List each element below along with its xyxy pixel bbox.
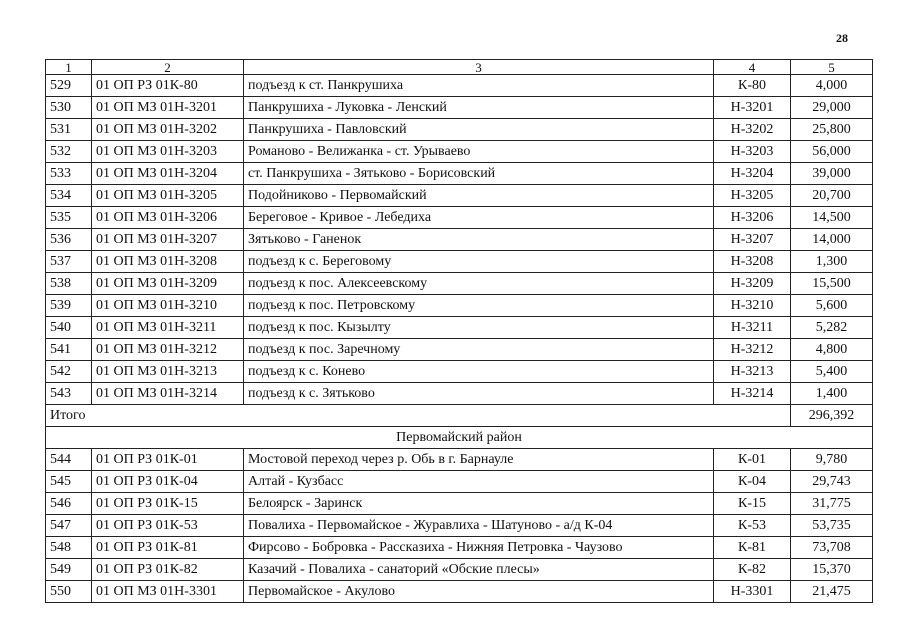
road-code: К-53 bbox=[714, 515, 791, 537]
road-name: Алтай - Кузбасс bbox=[244, 471, 714, 493]
column-header: 4 bbox=[714, 60, 791, 75]
registry-number: 01 ОП МЗ 01Н-3206 bbox=[92, 207, 244, 229]
road-name: ст. Панкрушиха - Зятьково - Борисовский bbox=[244, 163, 714, 185]
header-row bbox=[46, 60, 873, 75]
registry-number: 01 ОП МЗ 01Н-3301 bbox=[92, 581, 244, 603]
road-length: 73,708 bbox=[791, 537, 873, 559]
road-name: подъезд к ст. Панкрушиха bbox=[244, 75, 714, 97]
registry-number: 01 ОП МЗ 01Н-3208 bbox=[92, 251, 244, 273]
column-header: 2 bbox=[92, 60, 244, 75]
road-name: Первомайское - Акулово bbox=[244, 581, 714, 603]
road-name: Белоярск - Заринск bbox=[244, 493, 714, 515]
road-length: 15,500 bbox=[791, 273, 873, 295]
registry-number: 01 ОП МЗ 01Н-3209 bbox=[92, 273, 244, 295]
table-row bbox=[46, 295, 873, 317]
road-length: 14,000 bbox=[791, 229, 873, 251]
row-number: 541 bbox=[46, 339, 92, 361]
table-row bbox=[46, 537, 873, 559]
road-length: 39,000 bbox=[791, 163, 873, 185]
registry-number: 01 ОП МЗ 01Н-3210 bbox=[92, 295, 244, 317]
total-label: Итого bbox=[46, 405, 791, 427]
table-row bbox=[46, 141, 873, 163]
road-length: 1,400 bbox=[791, 383, 873, 405]
row-number: 539 bbox=[46, 295, 92, 317]
table-row bbox=[46, 471, 873, 493]
road-name: Фирсово - Бобровка - Рассказиха - Нижняя Петровка - Чаузово bbox=[244, 537, 714, 559]
road-code: Н-3206 bbox=[714, 207, 791, 229]
registry-number: 01 ОП МЗ 01Н-3207 bbox=[92, 229, 244, 251]
road-name: Береговое - Кривое - Лебедиха bbox=[244, 207, 714, 229]
registry-number: 01 ОП МЗ 01Н-3201 bbox=[92, 97, 244, 119]
road-code: Н-3301 bbox=[714, 581, 791, 603]
registry-number: 01 ОП РЗ 01К-80 bbox=[92, 75, 244, 97]
road-code: Н-3212 bbox=[714, 339, 791, 361]
road-name: подъезд к пос. Заречному bbox=[244, 339, 714, 361]
registry-number: 01 ОП РЗ 01К-81 bbox=[92, 537, 244, 559]
road-length: 9,780 bbox=[791, 449, 873, 471]
road-code: К-81 bbox=[714, 537, 791, 559]
road-code: К-80 bbox=[714, 75, 791, 97]
table-row bbox=[46, 493, 873, 515]
table-row bbox=[46, 383, 873, 405]
road-code: К-15 bbox=[714, 493, 791, 515]
road-name: Мостовой переход через р. Обь в г. Барнауле bbox=[244, 449, 714, 471]
registry-number: 01 ОП МЗ 01Н-3213 bbox=[92, 361, 244, 383]
road-length: 31,775 bbox=[791, 493, 873, 515]
road-length: 15,370 bbox=[791, 559, 873, 581]
registry-number: 01 ОП РЗ 01К-82 bbox=[92, 559, 244, 581]
table-row bbox=[46, 273, 873, 295]
road-code: Н-3213 bbox=[714, 361, 791, 383]
row-number: 542 bbox=[46, 361, 92, 383]
road-code: Н-3201 bbox=[714, 97, 791, 119]
road-name: Подойниково - Первомайский bbox=[244, 185, 714, 207]
road-length: 5,600 bbox=[791, 295, 873, 317]
registry-number: 01 ОП РЗ 01К-04 bbox=[92, 471, 244, 493]
total-row bbox=[46, 405, 873, 427]
table-row bbox=[46, 75, 873, 97]
road-code: Н-3204 bbox=[714, 163, 791, 185]
row-number: 549 bbox=[46, 559, 92, 581]
table-row bbox=[46, 97, 873, 119]
row-number: 550 bbox=[46, 581, 92, 603]
road-length: 21,475 bbox=[791, 581, 873, 603]
row-number: 548 bbox=[46, 537, 92, 559]
row-number: 546 bbox=[46, 493, 92, 515]
table-row bbox=[46, 207, 873, 229]
road-code: Н-3202 bbox=[714, 119, 791, 141]
row-number: 547 bbox=[46, 515, 92, 537]
registry-number: 01 ОП МЗ 01Н-3203 bbox=[92, 141, 244, 163]
column-header: 1 bbox=[46, 60, 92, 75]
table-row bbox=[46, 119, 873, 141]
row-number: 543 bbox=[46, 383, 92, 405]
row-number: 532 bbox=[46, 141, 92, 163]
row-number: 530 bbox=[46, 97, 92, 119]
registry-number: 01 ОП МЗ 01Н-3205 bbox=[92, 185, 244, 207]
registry-number: 01 ОП МЗ 01Н-3202 bbox=[92, 119, 244, 141]
road-name: Панкрушиха - Павловский bbox=[244, 119, 714, 141]
table-row bbox=[46, 361, 873, 383]
row-number: 544 bbox=[46, 449, 92, 471]
road-name: Романово - Велижанка - ст. Урываево bbox=[244, 141, 714, 163]
row-number: 534 bbox=[46, 185, 92, 207]
table-row bbox=[46, 317, 873, 339]
registry-number: 01 ОП РЗ 01К-15 bbox=[92, 493, 244, 515]
table-row bbox=[46, 581, 873, 603]
table-row bbox=[46, 449, 873, 471]
section-row bbox=[46, 427, 873, 449]
table-row bbox=[46, 185, 873, 207]
road-length: 4,000 bbox=[791, 75, 873, 97]
row-number: 531 bbox=[46, 119, 92, 141]
row-number: 540 bbox=[46, 317, 92, 339]
road-length: 53,735 bbox=[791, 515, 873, 537]
road-name: подъезд к пос. Кызылту bbox=[244, 317, 714, 339]
road-code: Н-3203 bbox=[714, 141, 791, 163]
table-row bbox=[46, 229, 873, 251]
road-name: Панкрушиха - Луковка - Ленский bbox=[244, 97, 714, 119]
row-number: 538 bbox=[46, 273, 92, 295]
road-length: 29,743 bbox=[791, 471, 873, 493]
total-value: 296,392 bbox=[791, 405, 873, 427]
road-name: подъезд к с. Зятьково bbox=[244, 383, 714, 405]
column-header: 3 bbox=[244, 60, 714, 75]
registry-number: 01 ОП МЗ 01Н-3211 bbox=[92, 317, 244, 339]
row-number: 535 bbox=[46, 207, 92, 229]
page-number: 28 bbox=[836, 31, 848, 45]
table-row bbox=[46, 339, 873, 361]
road-code: Н-3207 bbox=[714, 229, 791, 251]
road-code: Н-3208 bbox=[714, 251, 791, 273]
road-name: Казачий - Повалиха - санаторий «Обские плесы» bbox=[244, 559, 714, 581]
roads-table bbox=[45, 59, 873, 603]
road-length: 14,500 bbox=[791, 207, 873, 229]
road-code: К-82 bbox=[714, 559, 791, 581]
road-length: 5,400 bbox=[791, 361, 873, 383]
road-length: 1,300 bbox=[791, 251, 873, 273]
roads-table-body bbox=[46, 60, 873, 603]
table-row bbox=[46, 251, 873, 273]
road-length: 20,700 bbox=[791, 185, 873, 207]
road-name: Повалиха - Первомайское - Журавлиха - Шатуново - а/д К-04 bbox=[244, 515, 714, 537]
row-number: 533 bbox=[46, 163, 92, 185]
registry-number: 01 ОП РЗ 01К-01 bbox=[92, 449, 244, 471]
road-name: подъезд к с. Береговому bbox=[244, 251, 714, 273]
row-number: 545 bbox=[46, 471, 92, 493]
road-length: 5,282 bbox=[791, 317, 873, 339]
table-row bbox=[46, 515, 873, 537]
road-code: Н-3205 bbox=[714, 185, 791, 207]
road-length: 4,800 bbox=[791, 339, 873, 361]
road-name: подъезд к с. Конево bbox=[244, 361, 714, 383]
road-length: 56,000 bbox=[791, 141, 873, 163]
row-number: 536 bbox=[46, 229, 92, 251]
road-code: К-01 bbox=[714, 449, 791, 471]
road-code: К-04 bbox=[714, 471, 791, 493]
row-number: 529 bbox=[46, 75, 92, 97]
row-number: 537 bbox=[46, 251, 92, 273]
registry-number: 01 ОП МЗ 01Н-3212 bbox=[92, 339, 244, 361]
road-code: Н-3211 bbox=[714, 317, 791, 339]
road-length: 25,800 bbox=[791, 119, 873, 141]
road-code: Н-3210 bbox=[714, 295, 791, 317]
table-row bbox=[46, 163, 873, 185]
registry-number: 01 ОП РЗ 01К-53 bbox=[92, 515, 244, 537]
column-header: 5 bbox=[791, 60, 873, 75]
registry-number: 01 ОП МЗ 01Н-3214 bbox=[92, 383, 244, 405]
road-name: подъезд к пос. Алексеевскому bbox=[244, 273, 714, 295]
road-code: Н-3209 bbox=[714, 273, 791, 295]
section-title: Первомайский район bbox=[46, 427, 873, 449]
road-name: подъезд к пос. Петровскому bbox=[244, 295, 714, 317]
road-length: 29,000 bbox=[791, 97, 873, 119]
road-name: Зятьково - Ганенок bbox=[244, 229, 714, 251]
road-code: Н-3214 bbox=[714, 383, 791, 405]
table-row bbox=[46, 559, 873, 581]
registry-number: 01 ОП МЗ 01Н-3204 bbox=[92, 163, 244, 185]
